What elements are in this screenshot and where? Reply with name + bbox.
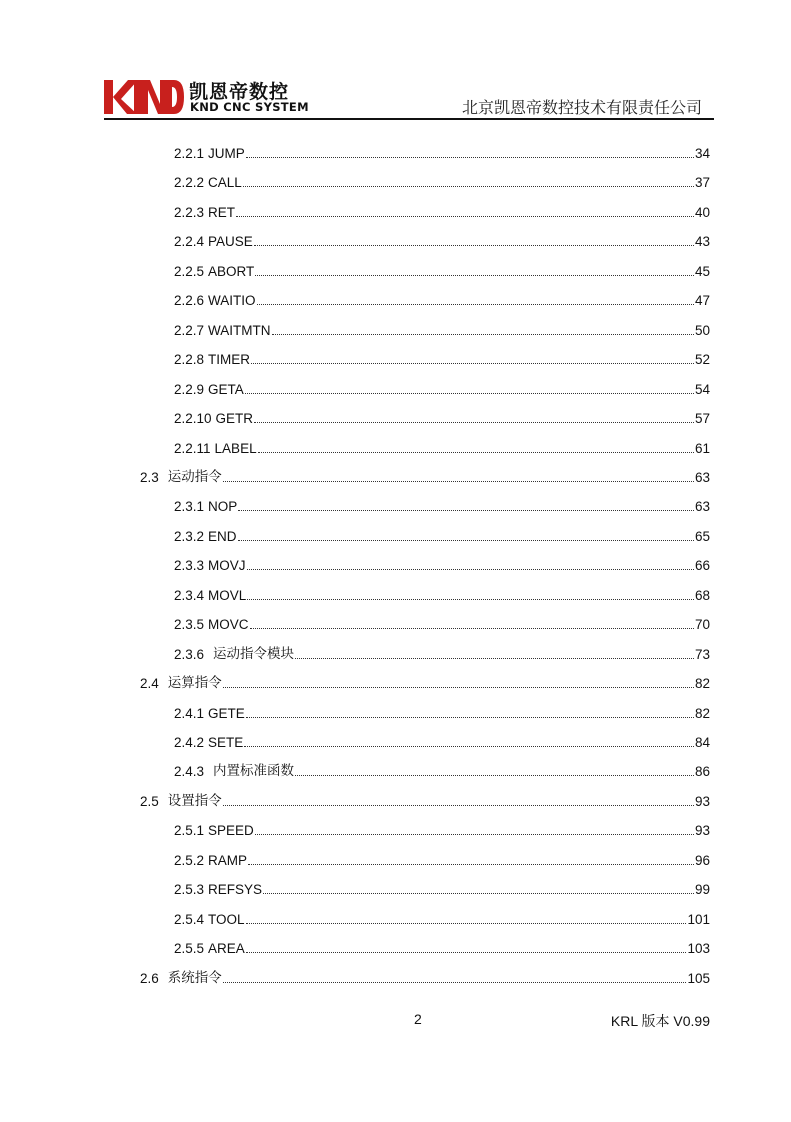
toc-entry-number: 2.2.2 — [174, 175, 205, 191]
toc-entry-number: 2.3.6 — [174, 646, 205, 662]
toc-dot-leader — [295, 775, 694, 776]
toc-entry-page: 65 — [694, 528, 710, 544]
logo-english-name: KND CNC SYSTEM — [190, 100, 309, 114]
toc-entry[interactable] — [140, 965, 710, 987]
toc-entry-title: REFSYS — [208, 882, 263, 898]
toc-entry[interactable] — [174, 552, 710, 574]
toc-entry[interactable] — [174, 523, 710, 545]
toc-entry-number: 2.5.4 — [174, 911, 205, 927]
toc-dot-leader — [247, 569, 694, 570]
toc-entry[interactable] — [174, 611, 710, 633]
toc-dot-leader — [238, 540, 694, 541]
toc-entry-number: 2.5 — [140, 793, 159, 809]
toc-entry-number: 2.4.2 — [174, 735, 205, 750]
toc-entry[interactable] — [174, 847, 710, 869]
toc-entry-page: 86 — [694, 764, 710, 780]
toc-entry-title: WAITIO — [208, 293, 256, 309]
footer-version: KRL 版本 V0.99 — [610, 1013, 710, 1029]
toc-dot-leader — [246, 923, 687, 924]
toc-entry-title: SPEED — [208, 823, 254, 839]
toc-entry-page: 34 — [694, 146, 710, 161]
toc-entry[interactable] — [174, 817, 710, 839]
toc-dot-leader — [272, 334, 694, 335]
toc-entry[interactable] — [174, 228, 710, 250]
toc-dot-leader — [223, 481, 694, 482]
toc-entry[interactable] — [174, 199, 710, 221]
footer-page-number: 2 — [414, 1011, 422, 1027]
toc-entry[interactable] — [174, 435, 710, 457]
toc-entry-title: LABEL — [214, 440, 257, 456]
toc-dot-leader — [246, 952, 687, 953]
toc-entry-title: MOVL — [208, 587, 247, 603]
toc-entry-number: 2.3.1 — [174, 499, 205, 515]
toc-entry[interactable] — [140, 464, 710, 486]
toc-entry[interactable] — [174, 346, 710, 368]
toc-entry-page: 37 — [694, 175, 710, 191]
toc-entry-page: 96 — [694, 852, 710, 868]
toc-entry-title: 运动指令模块 — [213, 645, 295, 662]
toc-entry[interactable] — [174, 493, 710, 515]
toc-entry-number: 2.5.5 — [174, 941, 205, 957]
toc-entry-page: 82 — [694, 676, 710, 692]
toc-entry-page: 45 — [694, 263, 710, 279]
toc-dot-leader — [247, 599, 694, 600]
toc-entry[interactable] — [174, 582, 710, 604]
toc-entry[interactable] — [174, 758, 710, 780]
toc-entry-title: JUMP — [208, 146, 245, 161]
toc-entry-page: 61 — [694, 440, 710, 456]
toc-entry-number: 2.2.5 — [174, 263, 205, 279]
toc-entry-page: 84 — [694, 735, 710, 750]
toc-dot-leader — [255, 834, 694, 835]
toc-dot-leader — [255, 275, 694, 276]
toc-entry-page: 63 — [694, 499, 710, 515]
toc-entry-title: TOOL — [208, 911, 245, 927]
page-header — [104, 74, 714, 120]
toc-entry-page: 93 — [694, 823, 710, 839]
toc-dot-leader — [251, 363, 694, 364]
toc-dot-leader — [250, 628, 694, 629]
toc-entry-number: 2.6 — [140, 970, 159, 986]
toc-entry[interactable] — [174, 169, 710, 191]
toc-entry-title: 运动指令 — [167, 468, 222, 485]
toc-entry-title: CALL — [208, 175, 242, 191]
toc-entry-title: 系统指令 — [167, 969, 222, 986]
toc-dot-leader — [257, 304, 694, 305]
toc-dot-leader — [254, 422, 694, 423]
toc-entry[interactable] — [174, 876, 710, 898]
toc-entry-page: 40 — [694, 204, 710, 220]
toc-entry-page: 103 — [687, 941, 710, 957]
toc-entry-number: 2.2.4 — [174, 234, 205, 250]
toc-entry-page: 105 — [687, 970, 710, 986]
toc-entry-number: 2.4 — [140, 676, 159, 692]
toc-entry-title: MOVC — [208, 617, 249, 633]
toc-dot-leader — [223, 982, 687, 983]
toc-entry[interactable] — [174, 376, 710, 398]
toc-entry-number: 2.2.7 — [174, 322, 205, 338]
toc-entry-title: NOP — [208, 499, 238, 515]
toc-entry-title: 运算指令 — [167, 675, 222, 692]
toc-entry-number: 2.3.3 — [174, 558, 205, 574]
toc-entry-title: ABORT — [208, 263, 255, 279]
toc-entry-title: MOVJ — [208, 558, 246, 574]
toc-entry-page: 57 — [694, 411, 710, 427]
toc-entry[interactable] — [174, 405, 710, 427]
toc-dot-leader — [223, 687, 694, 688]
company-name: 北京凯恩帝数控技术有限责任公司 — [461, 98, 702, 117]
toc-entry-page: 54 — [694, 381, 710, 397]
toc-entry-page: 93 — [694, 793, 710, 809]
toc-dot-leader — [223, 805, 694, 806]
toc-dot-leader — [295, 658, 694, 659]
toc-entry-number: 2.2.8 — [174, 352, 205, 368]
toc-entry-page: 66 — [694, 558, 710, 574]
toc-entry-number: 2.2.9 — [174, 381, 205, 397]
toc-entry-number: 2.2.11 — [174, 440, 211, 456]
knd-logo-icon — [104, 78, 184, 116]
toc-entry-page: 82 — [694, 705, 710, 721]
logo-chinese-name: 凯恩帝数控 — [189, 81, 290, 103]
toc-entry[interactable] — [174, 140, 710, 162]
toc-entry-title: GETE — [208, 705, 245, 721]
toc-entry-page: 47 — [694, 293, 710, 309]
toc-entry[interactable] — [174, 700, 710, 722]
toc-entry-number: 2.5.3 — [174, 882, 205, 898]
toc-dot-leader — [243, 186, 694, 187]
toc-entry-number: 2.3.4 — [174, 587, 205, 603]
toc-entry-title: 内置标准函数 — [213, 763, 295, 780]
toc-entry-page: 68 — [694, 587, 710, 603]
toc-entry[interactable] — [174, 906, 710, 928]
toc-dot-leader — [246, 717, 694, 718]
toc-entry-number: 2.4.1 — [174, 705, 205, 721]
toc-dot-leader — [244, 746, 694, 747]
toc-entry-page: 101 — [687, 911, 710, 927]
toc-dot-leader — [246, 157, 694, 158]
toc-dot-leader — [238, 510, 694, 511]
toc-entry-title: TIMER — [208, 352, 251, 368]
toc-entry-title: RAMP — [208, 852, 248, 868]
header-divider — [104, 118, 714, 120]
toc-dot-leader — [236, 216, 694, 217]
toc-entry-number: 2.2.10 — [174, 411, 212, 427]
toc-entry-page: 63 — [694, 469, 710, 485]
toc-entry[interactable] — [174, 935, 710, 957]
toc-entry-title: SETE — [208, 735, 244, 750]
toc-entry[interactable] — [174, 729, 710, 751]
toc-entry-title: AREA — [208, 941, 245, 957]
toc-entry-number: 2.3.5 — [174, 617, 205, 633]
toc-entry[interactable] — [140, 670, 710, 692]
toc-dot-leader — [254, 245, 694, 246]
toc-entry[interactable] — [174, 317, 710, 339]
toc-entry-page: 43 — [694, 234, 710, 250]
toc-entry[interactable] — [140, 788, 710, 810]
toc-entry-page: 50 — [694, 322, 710, 338]
toc-entry-title: PAUSE — [208, 234, 253, 250]
toc-dot-leader — [245, 393, 694, 394]
toc-entry[interactable] — [174, 287, 710, 309]
toc-entry-number: 2.3.2 — [174, 528, 205, 544]
toc-entry-title: GETR — [215, 411, 254, 427]
toc-dot-leader — [263, 893, 694, 894]
toc-entry-title: RET — [208, 204, 236, 220]
toc-entry-number: 2.3 — [140, 469, 159, 485]
toc-entry[interactable] — [174, 641, 710, 663]
toc-entry-page: 99 — [694, 882, 710, 898]
toc-entry-title: WAITMTN — [208, 322, 271, 338]
toc-entry-title: END — [208, 528, 237, 544]
toc-entry-title: 设置指令 — [167, 792, 222, 809]
toc-entry-page: 73 — [694, 646, 710, 662]
toc-entry-number: 2.4.3 — [174, 764, 205, 780]
toc-entry-number: 2.2.3 — [174, 204, 205, 220]
toc-dot-leader — [258, 452, 694, 453]
toc-entry-number: 2.5.1 — [174, 823, 205, 839]
toc-entry-page: 52 — [694, 352, 710, 368]
toc-entry-title: GETA — [208, 381, 244, 397]
toc-entry-number: 2.2.1 — [174, 146, 205, 161]
toc-entry-number: 2.2.6 — [174, 293, 205, 309]
toc-entry[interactable] — [174, 258, 710, 280]
toc-entry-number: 2.5.2 — [174, 852, 205, 868]
toc-entry-page: 70 — [694, 617, 710, 633]
toc-dot-leader — [248, 864, 694, 865]
